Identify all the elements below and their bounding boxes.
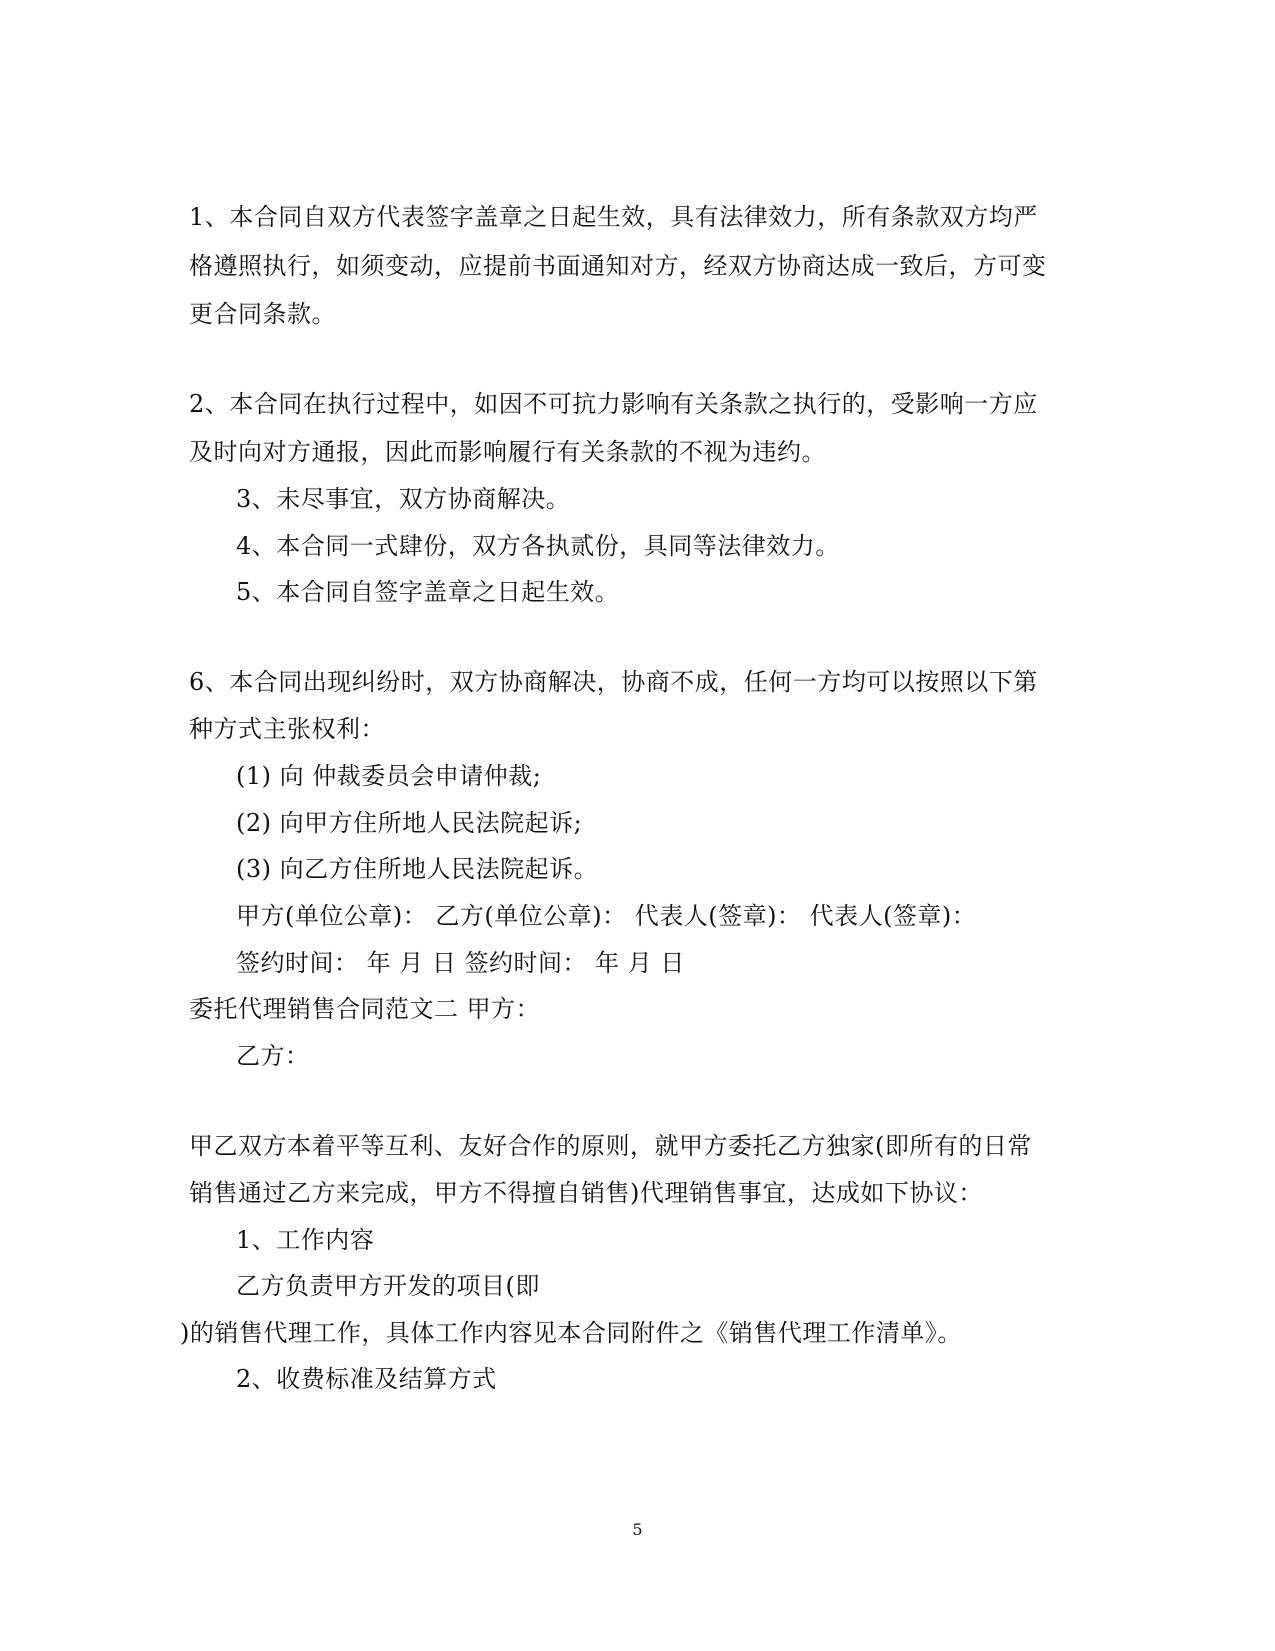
clause-1-line-3: 更合同条款。 xyxy=(189,300,336,328)
section-1-heading: 1、工作内容 xyxy=(236,1226,375,1254)
preamble-line-2: 销售通过乙方来完成，甲方不得擅自销售)代理销售事宜，达成如下协议： xyxy=(189,1179,983,1207)
clause-6-line-1: 6、本合同出现纠纷时，双方协商解决，协商不成，任何一方均可以按照以下第 xyxy=(189,668,1038,696)
clause-5: 5、本合同自签字盖章之日起生效。 xyxy=(236,578,620,606)
signing-date-line: 签约时间： 年 月 日 签约时间： 年 月 日 xyxy=(236,949,685,977)
page-number: 5 xyxy=(632,1520,643,1539)
section-1-text-line-2: )的销售代理工作，具体工作内容见本合同附件之《销售代理工作清单》。 xyxy=(180,1319,962,1347)
section-1-text-line-1: 乙方负责甲方开发的项目(即 xyxy=(236,1272,540,1300)
party-b-label: 乙方： xyxy=(236,1042,310,1070)
clause-6-line-2: 种方式主张权利： xyxy=(189,715,385,743)
clause-2-line-1: 2、本合同在执行过程中，如因不可抗力影响有关条款之执行的，受影响一方应 xyxy=(189,390,1038,418)
clause-3: 3、未尽事宜，双方协商解决。 xyxy=(236,485,571,513)
section-2-heading: 2、收费标准及结算方式 xyxy=(236,1365,497,1393)
preamble-line-1: 甲乙双方本着平等互利、友好合作的原则，就甲方委托乙方独家(即所有的日常 xyxy=(189,1132,1032,1160)
clause-4: 4、本合同一式肆份，双方各执贰份，具同等法律效力。 xyxy=(236,532,840,560)
dispute-option-2: (2) 向甲方住所地人民法院起诉; xyxy=(236,809,583,837)
clause-1-line-2: 格遵照执行，如须变动，应提前书面通知对方，经双方协商达成一致后，方可变 xyxy=(189,252,1047,280)
sample-two-heading: 委托代理销售合同范文二 甲方： xyxy=(189,995,541,1023)
dispute-option-3: (3) 向乙方住所地人民法院起诉。 xyxy=(236,855,599,883)
signature-parties-line: 甲方(单位公章)： 乙方(单位公章)： 代表人(签章)： 代表人(签章)： xyxy=(236,902,977,930)
clause-1-line-1: 1、本合同自双方代表签字盖章之日起生效，具有法律效力，所有条款双方均严 xyxy=(189,203,1038,231)
clause-2-line-2: 及时向对方通报，因此而影响履行有关条款的不视为违约。 xyxy=(189,438,826,466)
dispute-option-1: (1) 向 仲裁委员会申请仲裁; xyxy=(236,762,542,790)
